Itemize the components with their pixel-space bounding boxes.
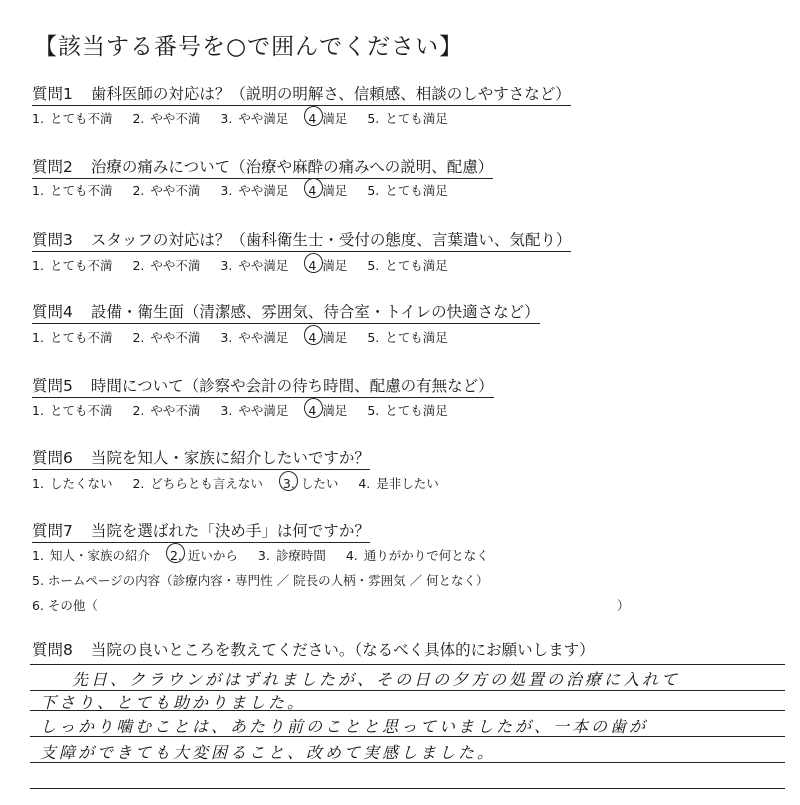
- question-5-options: [32, 401, 468, 419]
- answer-option-label: 通りがかりで何となく: [363, 548, 489, 563]
- answer-option-label: とても満足: [385, 111, 448, 126]
- answer-option-number: 2.: [132, 403, 145, 418]
- answer-option-label: 満足: [322, 330, 348, 345]
- answer-option-number: 2.: [132, 330, 145, 345]
- question-2-title: [32, 155, 493, 179]
- answer-option[interactable]: [132, 256, 200, 274]
- answer-option-label: 知人・家族の紹介: [49, 548, 150, 563]
- answer-option[interactable]: [283, 474, 338, 492]
- answer-option-number: 4: [308, 183, 317, 198]
- answer-option-label: とても満足: [385, 183, 448, 198]
- answer-option-label: したくない: [49, 476, 113, 491]
- answer-option-label: やや満足: [238, 258, 289, 273]
- answer-option-label: 満足: [322, 183, 348, 198]
- answer-option-number: 2.: [132, 476, 145, 491]
- question-number: 質問4: [32, 303, 73, 321]
- answer-option[interactable]: [170, 546, 238, 564]
- answer-option-number: 4: [308, 330, 317, 345]
- answer-option[interactable]: [32, 546, 150, 564]
- question-5-title: [32, 374, 494, 398]
- answer-option[interactable]: [308, 401, 347, 419]
- answer-option-label: やや満足: [238, 403, 289, 418]
- answer-option[interactable]: [220, 109, 288, 127]
- answer-option[interactable]: [32, 109, 112, 127]
- answer-option[interactable]: [367, 328, 447, 346]
- answer-option-number: 1.: [32, 330, 44, 345]
- answer-option[interactable]: [132, 181, 200, 199]
- handwritten-answer-line: 下さり、とても助かりました。: [40, 693, 307, 712]
- question-number: 質問5: [32, 377, 73, 395]
- answer-option-number: 3.: [220, 258, 233, 273]
- question-text: スタッフの対応は？（歯科衛生士・受付の態度、言葉遣い、気配り）: [90, 231, 572, 249]
- answer-option[interactable]: [32, 401, 112, 419]
- answer-option-label: とても満足: [385, 403, 448, 418]
- answer-option-label: とても不満: [49, 111, 113, 126]
- answer-option-number: 4: [308, 403, 317, 418]
- answer-option-number: 5.: [367, 111, 380, 126]
- answer-option-label: とても満足: [385, 258, 448, 273]
- answer-option-label: やや不満: [150, 330, 201, 345]
- question-1-options: [32, 109, 468, 127]
- question-number: 質問8: [32, 641, 73, 659]
- answer-option-number: 3.: [220, 183, 233, 198]
- answer-option-label: やや不満: [150, 258, 201, 273]
- answer-option[interactable]: [308, 109, 347, 127]
- answer-option[interactable]: [346, 546, 489, 564]
- answer-option[interactable]: [308, 328, 347, 346]
- answer-option-number: 1.: [32, 111, 44, 126]
- handwritten-answer-line: 支障ができても大変困ること、改めて実感しました。: [40, 743, 497, 762]
- answer-option-label: とても不満: [49, 403, 113, 418]
- answer-option-label: したい: [300, 476, 339, 491]
- answer-option-number: 4: [308, 111, 317, 126]
- question-text: 当院の良いところを教えてください。（なるべく具体的にお願いします）: [90, 641, 595, 659]
- answer-rule: [30, 788, 785, 789]
- answer-option[interactable]: [132, 474, 262, 492]
- question-text: 治療の痛みについて（治療や麻酔の痛みへの説明、配慮）: [90, 158, 494, 176]
- question-6-title: [32, 446, 370, 470]
- answer-option-label: やや不満: [150, 403, 201, 418]
- answer-option-label: 診療時間: [275, 548, 326, 563]
- answer-option-number: 1.: [32, 183, 44, 198]
- answer-option[interactable]: [367, 181, 447, 199]
- answer-option-number: 1.: [32, 403, 44, 418]
- question-7-option-6-close: ）: [617, 598, 630, 613]
- answer-option-label: 近いから: [187, 548, 238, 563]
- answer-option[interactable]: [258, 546, 326, 564]
- answer-option-number: 3.: [220, 403, 233, 418]
- handwritten-answer-line: しっかり噛むことは、あたり前のことと思っていましたが、一本の歯が: [40, 717, 649, 736]
- question-text: 当院を知人・家族に紹介したいですか？: [90, 449, 370, 467]
- question-4-title: [32, 300, 540, 324]
- answer-option-number: 5.: [367, 258, 380, 273]
- answer-option-number: 4.: [345, 548, 358, 563]
- answer-option-label: とても不満: [49, 330, 113, 345]
- answer-option-number: 5.: [367, 183, 380, 198]
- question-text: 当院を選ばれた「決め手」は何ですか？: [90, 522, 370, 540]
- question-7-title: [32, 519, 370, 543]
- question-number: 質問1: [32, 85, 73, 103]
- question-text: 時間について（診察や会計の待ち時間、配慮の有無など）: [90, 377, 494, 395]
- answer-option-label: とても不満: [49, 258, 113, 273]
- answer-option[interactable]: [367, 401, 447, 419]
- question-4-options: [32, 328, 468, 346]
- answer-option[interactable]: [220, 328, 288, 346]
- question-7-options: [32, 546, 509, 564]
- answer-option-number: 2.: [132, 183, 145, 198]
- answer-option-label: 満足: [322, 111, 348, 126]
- answer-option-number: 4.: [358, 476, 371, 491]
- question-3-title: [32, 228, 571, 252]
- answer-option[interactable]: [32, 256, 112, 274]
- answer-option-number: 2.: [169, 548, 182, 563]
- answer-option[interactable]: [367, 256, 447, 274]
- answer-option-label: 是非したい: [376, 476, 439, 491]
- answer-option[interactable]: [32, 474, 112, 492]
- answer-option-number: 1.: [32, 476, 44, 491]
- question-number: 質問7: [32, 522, 73, 540]
- answer-option[interactable]: [367, 109, 447, 127]
- answer-option[interactable]: [220, 256, 288, 274]
- answer-option-label: 満足: [322, 258, 348, 273]
- answer-option-label: とても不満: [49, 183, 113, 198]
- question-7-option-5: 5. ホームページの内容（診療内容・専門性 ／ 院長の人柄・雰囲気 ／ 何となく）: [32, 573, 489, 588]
- question-6-options: [32, 474, 459, 492]
- question-number: 質問3: [32, 231, 73, 249]
- answer-option-label: やや不満: [150, 111, 201, 126]
- answer-option[interactable]: [132, 328, 200, 346]
- answer-option-label: やや満足: [238, 183, 289, 198]
- answer-option-number: 4: [308, 258, 317, 273]
- question-number: 質問6: [32, 449, 73, 467]
- answer-option-label: とても満足: [385, 330, 448, 345]
- answer-option-label: 満足: [322, 403, 348, 418]
- question-3-options: [32, 256, 468, 274]
- answer-option-number: 3.: [220, 330, 233, 345]
- question-text: 歯科医師の対応は？（説明の明解さ、信頼感、相談のしやすさなど）: [90, 85, 571, 103]
- answer-option-label: やや満足: [238, 111, 289, 126]
- answer-option[interactable]: [220, 181, 288, 199]
- answer-option-number: 3.: [257, 548, 270, 563]
- question-text: 設備・衛生面（清潔感、雰囲気、待合室・トイレの快適さなど）: [90, 303, 540, 321]
- answer-rule: [30, 664, 785, 665]
- answer-option[interactable]: [32, 181, 112, 199]
- answer-option-number: 5.: [367, 330, 380, 345]
- answer-option[interactable]: [308, 181, 347, 199]
- answer-option-label: どちらとも言えない: [150, 476, 263, 491]
- answer-option-number: 1.: [32, 548, 44, 563]
- answer-option-label: やや不満: [150, 183, 201, 198]
- question-2-options: [32, 181, 468, 199]
- answer-option[interactable]: [308, 256, 347, 274]
- answer-option-number: 5.: [367, 403, 380, 418]
- question-number: 質問2: [32, 158, 73, 176]
- answer-option-number: 2.: [132, 258, 145, 273]
- answer-option[interactable]: [358, 474, 438, 492]
- answer-option-number: 1.: [32, 258, 44, 273]
- handwritten-answer-line: 先日、クラウンがはずれましたが、その日の夕方の処置の治療に入れて: [72, 670, 681, 689]
- answer-option[interactable]: [220, 401, 288, 419]
- question-8-title: [32, 638, 595, 661]
- answer-option[interactable]: [132, 401, 200, 419]
- answer-option-number: 3.: [220, 111, 233, 126]
- question-7-option-6: 6. その他（: [32, 598, 98, 613]
- answer-option[interactable]: [32, 328, 112, 346]
- question-1-title: [32, 82, 571, 106]
- answer-option-number: 2.: [132, 111, 145, 126]
- answer-option-label: やや満足: [238, 330, 289, 345]
- answer-option[interactable]: [132, 109, 200, 127]
- page-title: 【該当する番号を○で囲んでください】: [34, 34, 464, 60]
- answer-option-number: 3.: [282, 476, 295, 491]
